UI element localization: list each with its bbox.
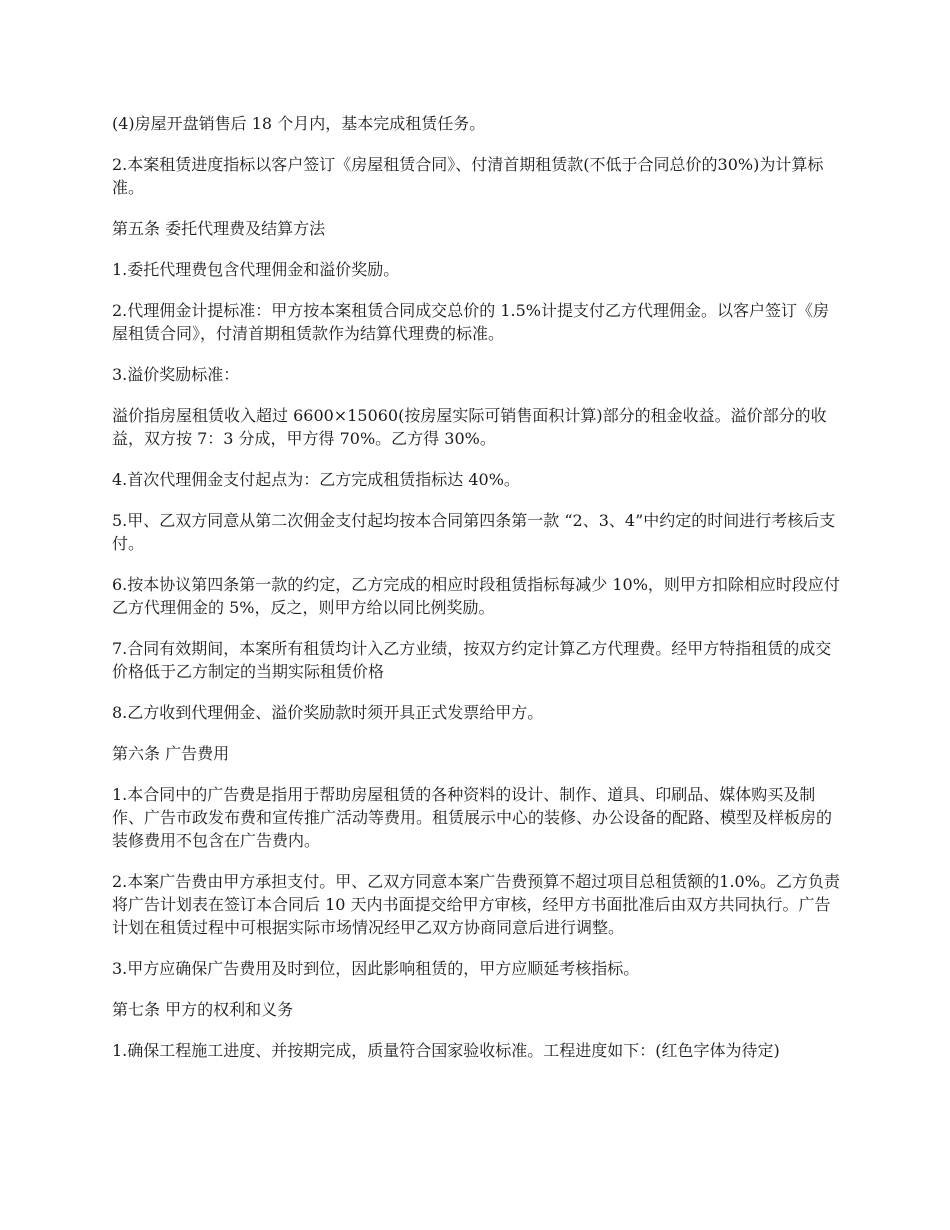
section-heading: 第五条 委托代理费及结算方法: [112, 219, 326, 238]
paragraph: 2.本案租赁进度指标以客户签订《房屋租赁合同》、付清首期租赁款(不低于合同总价的30%)为计算标准。: [112, 155, 824, 197]
paragraph: 5.甲、乙双方同意从第二次佣金支付起均按本合同第四条第一款 “2、3、4”中约定的时间进行考核后支付。: [112, 511, 836, 553]
section-heading: 第七条 甲方的权利和义务: [112, 1000, 294, 1019]
paragraph: 1.委托代理费包含代理佣金和溢价奖励。: [112, 260, 400, 279]
paragraph: 1.确保工程施工进度、并按期完成，质量符合国家验收标准。工程进度如下：(红色字体为待定): [112, 1041, 780, 1060]
paragraph: 2.本案广告费由甲方承担支付。甲、乙双方同意本案广告费预算不超过项目总租赁额的1.0%。乙方负责将广告计划表在签订本合同后 10 天内书面提交给甲方审核，经甲方书面批准后由双方共同执行。广告计划在租赁过程中可根据实际市场情况经甲乙双方协商同意后进行调整。: [112, 872, 840, 937]
paragraph: 7.合同有效期间，本案所有租赁均计入乙方业绩，按双方约定计算乙方代理费。经甲方特指租赁的成交价格低于乙方制定的当期实际租赁价格: [112, 639, 832, 681]
section-heading: 第六条 广告费用: [112, 744, 230, 763]
paragraph: 6.按本协议第四条第一款的约定，乙方完成的相应时段租赁指标每减少 10%，则甲方扣除相应时段应付乙方代理佣金的 5%，反之，则甲方给以同比例奖励。: [112, 575, 840, 617]
paragraph: 4.首次代理佣金支付起点为：乙方完成租赁指标达 40%。: [112, 470, 520, 489]
paragraph: 1.本合同中的广告费是指用于帮助房屋租赁的各种资料的设计、制作、道具、印刷品、媒体购买及制作、广告市政发布费和宣传推广活动等费用。租赁展示中心的装修、办公设备的配路、模型及样板房的装修费用不包含在广告费内。: [112, 785, 833, 850]
paragraph: 8.乙方收到代理佣金、溢价奖励款时须开具正式发票给甲方。: [112, 703, 544, 722]
paragraph: 3.溢价奖励标准：: [112, 365, 240, 384]
paragraph: 溢价指房屋租赁收入超过 6600×15060(按房屋实际可销售面积计算)部分的租金收益。溢价部分的收益，双方按 7：3 分成，甲方得 70%。乙方得 30%。: [112, 406, 827, 448]
paragraph: 2.代理佣金计提标准：甲方按本案租赁合同成交总价的 1.5%计提支付乙方代理佣金。以客户签订《房屋租赁合同》，付清首期租赁款作为结算代理费的标准。: [112, 301, 830, 343]
paragraph: 3.甲方应确保广告费用及时到位，因此影响租赁的，甲方应顺延考核指标。: [112, 959, 640, 978]
paragraph: (4)房屋开盘销售后 18 个月内，基本完成租赁任务。: [112, 114, 486, 133]
